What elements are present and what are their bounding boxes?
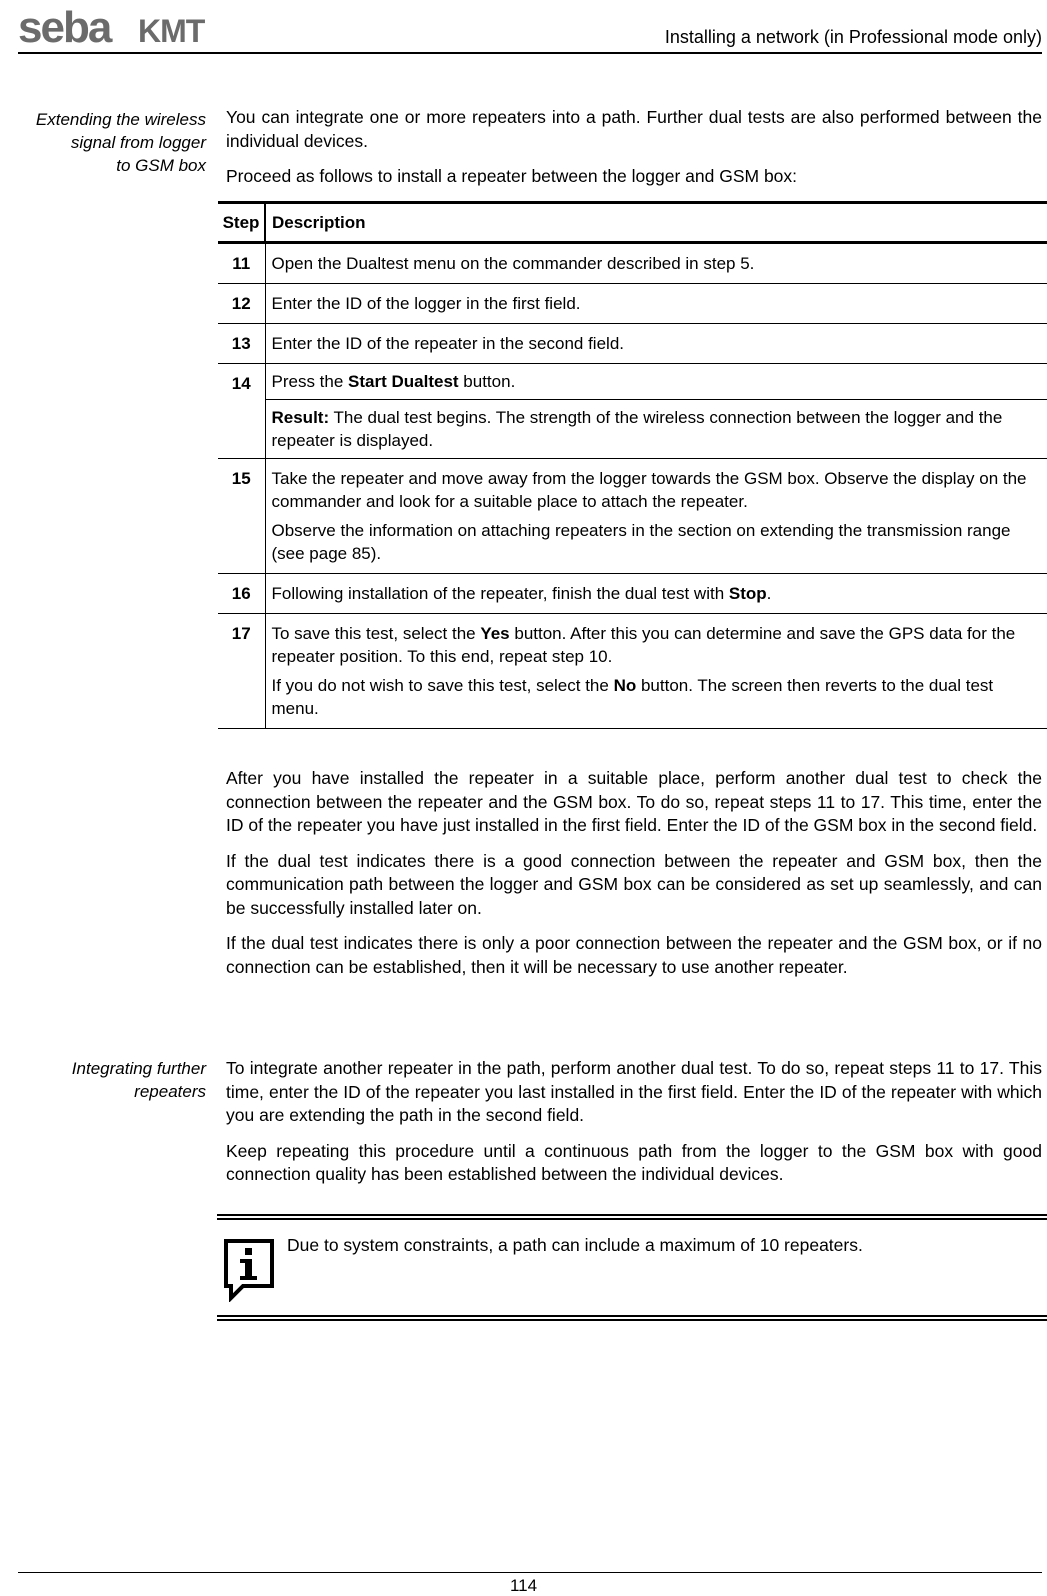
step-description: Take the repeater and move away from the logger towards the GSM box. Observe the display on the commander and look for a suitable place to attach the repeater. Observe the information on attaching repeaters in the section on extending the transmission range (see page 85). <box>265 459 1047 574</box>
intro-section <box>226 106 1042 189</box>
page-header <box>18 8 1042 54</box>
table-row <box>218 614 1047 729</box>
table-row <box>218 364 1047 400</box>
step-number: 16 <box>218 574 265 614</box>
step-result: Result: The dual test begins. The strength of the wireless connection between the logger and the repeater is displayed. <box>265 400 1047 459</box>
step-description: Press the Start Dualtest button. <box>265 364 1047 400</box>
step-description: Enter the ID of the repeater in the second field. <box>265 324 1047 364</box>
svg-text:KMT: KMT <box>138 13 205 48</box>
table-row <box>218 324 1047 364</box>
step-description: Following installation of the repeater, finish the dual test with Stop. <box>265 574 1047 614</box>
column-header-description: Description <box>265 203 1047 243</box>
step-description: Open the Dualtest menu on the commander described in step 5. <box>265 243 1047 284</box>
integrating-section <box>226 1057 1042 1187</box>
sebakmt-logo <box>18 8 248 48</box>
intro-paragraph: You can integrate one or more repeaters into a path. Further dual tests are also performed between the individual devices. <box>226 107 1042 151</box>
table-header-row <box>218 203 1047 243</box>
step-description: To save this test, select the Yes button. After this you can determine and save the GPS data for the repeater position. To this end, repeat step 10. If you do not wish to save this test, select the No button. The screen then reverts to the dual test menu. <box>265 614 1047 729</box>
after-paragraph-3: If the dual test indicates there is only a poor connection between the repeater and the GSM box, or if no connection can be established, then it will be necessary to use another repeater. <box>226 933 1042 977</box>
step-number: 12 <box>218 284 265 324</box>
intro-proceed: Proceed as follows to install a repeater between the logger and GSM box: <box>226 166 798 186</box>
margin-note-extending: Extending the wireless signal from logger to GSM box <box>35 110 206 175</box>
table-row <box>218 400 1047 459</box>
page-number: 114 <box>509 1576 538 1595</box>
step-number: 13 <box>218 324 265 364</box>
table-row <box>218 284 1047 324</box>
after-section <box>226 767 1042 979</box>
column-header-step: Step <box>218 203 265 243</box>
step-number: 17 <box>218 614 265 729</box>
steps-table <box>218 201 1047 729</box>
svg-text:seba: seba <box>18 8 111 48</box>
margin-note-integrating: Integrating further repeaters <box>71 1059 206 1101</box>
step-number: 15 <box>218 459 265 574</box>
info-icon <box>223 1238 275 1302</box>
table-row <box>218 574 1047 614</box>
step-description: Enter the ID of the logger in the first field. <box>265 284 1047 324</box>
integrating-paragraph-2: Keep repeating this procedure until a continuous path from the logger to the GSM box with good connection quality has been established between the individual devices. <box>226 1140 1042 1184</box>
footer-divider <box>18 1572 1042 1573</box>
note-text: Due to system constraints, a path can include a maximum of 10 repeaters. <box>287 1235 863 1255</box>
header-title: Installing a network (in Professional mode only) <box>664 27 1042 47</box>
step-number: 11 <box>218 243 265 284</box>
info-note <box>217 1214 1047 1321</box>
table-row <box>218 243 1047 284</box>
integrating-paragraph-1: To integrate another repeater in the path, perform another dual test. To do so, repeat steps 11 to 17. This time, enter the ID of the repeater you last installed in the first field. Enter the ID of the repeater with which you are extending the path in the second field. <box>226 1058 1042 1125</box>
after-paragraph-2: If the dual test indicates there is a good connection between the repeater and GSM box, then the communication path between the logger and GSM box can be considered as set up seamlessly, and can be successfully installed later on. <box>226 850 1042 918</box>
after-paragraph-1: After you have installed the repeater in a suitable place, perform another dual test to check the connection between the repeater and the GSM box. To do so, repeat steps 11 to 17. This time, enter the ID of the repeater you have just installed in the first field. Enter the ID of the GSM box in the second field. <box>226 768 1042 835</box>
step-number: 14 <box>218 364 265 459</box>
table-row <box>218 459 1047 574</box>
